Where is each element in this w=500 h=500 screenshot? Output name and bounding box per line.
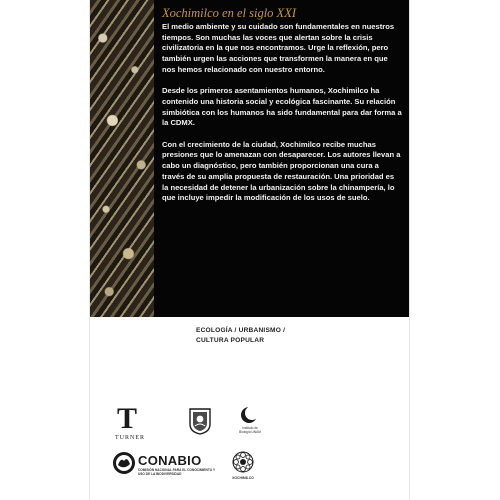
instituto-biologia-logo (238, 404, 262, 438)
blurb-paragraph-1: El medio ambiente y su cuidado son fundamentales en nuestros tiempos. Son muchas las voces que alertan sobre la crisis civilizatoria en la que nos encontramos. Urge la reflexión, pero también urgen las acciones que transformen la manera en que nos hemos relacionado con nuestro entorno. (162, 22, 395, 74)
conabio-emblem-icon (112, 451, 136, 475)
ib-wordmark: Instituto de Biología UNAM (239, 426, 261, 434)
conabio-logo (112, 450, 216, 484)
turner-wordmark: TURNER (115, 435, 145, 441)
conabio-wordmark: CONABIO (138, 453, 202, 468)
turner-t-icon: T (117, 402, 138, 435)
blurb-paragraph-2: Desde los primeros asentamientos humanos, Xochimilco ha contenido una historia social y ecológica fascinante. Su relación simbiótica con los humanos ha sido fundamental para dar forma a la CDMX. (162, 86, 402, 128)
category-line-2: CULTURA POPULAR (196, 337, 265, 344)
turner-logo (113, 404, 149, 444)
ib-crescent-icon (238, 404, 262, 428)
unam-seal-icon (187, 407, 213, 435)
category-list (196, 326, 311, 346)
blurb-paragraph-3: Con el crecimiento de la ciudad, Xochimilco recibe muchas presiones que lo amenazan con desaparecer. Los autores llevan a cabo un diagnóstico, pero también proporcionan una cura a través de su amplia propuesta de restauración. Una prioridad es la necesidad de detener la urbanización sobre la chinampería, lo que incluye impedir la modificación de los usos de suelo. (162, 139, 401, 203)
blurb (162, 22, 402, 215)
xochimilco-logo (228, 450, 258, 484)
conabio-subtitle: COMISIÓN NACIONAL PARA EL CONOCIMIENTO Y USO DE LA BIODIVERSIDAD (138, 468, 216, 476)
xochimilco-flower-icon (228, 450, 258, 476)
cover-photo-strip (90, 0, 154, 317)
xochimilco-wordmark: XOCHIMILCO (232, 476, 254, 480)
category-line-1: ECOLOGÍA / URBANISMO / (196, 327, 286, 334)
book-title: Xochimilco en el siglo XXI (162, 6, 296, 20)
